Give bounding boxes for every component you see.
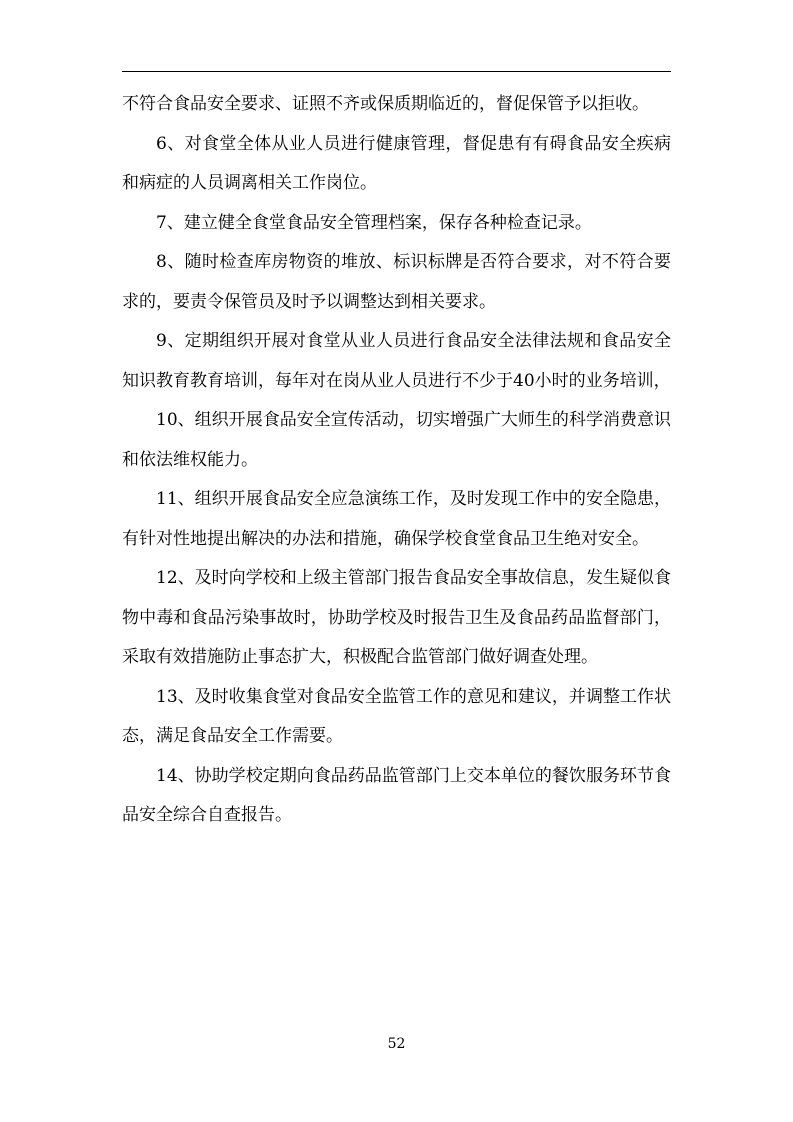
paragraph-item-8: 8、随时检查库房物资的堆放、标识标牌是否符合要求，对不符合要求的，要责令保管员及时予以调整达到相关要求。	[122, 252, 671, 312]
paragraph-item-6: 6、对食堂全体从业人员进行健康管理，督促患有有碍食品安全疾病和病症的人员调离相关工作岗位。	[122, 133, 671, 193]
header-rule	[122, 71, 671, 72]
paragraph-continuation: 不符合食品安全要求、证照不齐或保质期临近的，督促保管予以拒收。	[122, 94, 649, 114]
page-number: 52	[387, 1036, 406, 1052]
paragraph-item-9: 9、定期组织开展对食堂从业人员进行食品安全法律法规和食品安全知识教育教育培训，每年对在岗从业人员进行不少于40小时的业务培训，	[122, 331, 671, 391]
paragraph-item-7: 7、建立健全食堂食品安全管理档案，保存各种检查记录。	[156, 212, 592, 233]
paragraph-item-13: 13、及时收集食堂对食品安全监管工作的意见和建议，并调整工作状态，满足食品安全工作需要。	[122, 686, 671, 746]
paragraph-item-14: 14、协助学校定期向食品药品监管部门上交本单位的餐饮服务环节食品安全综合自查报告。	[122, 765, 671, 825]
paragraph-item-12: 12、及时向学校和上级主管部门报告食品安全事故信息，发生疑似食物中毒和食品污染事故时，协助学校及时报告卫生及食品药品监督部门，采取有效措施防止事态扩大，积极配合监管部门做好调查处理。	[122, 568, 671, 667]
paragraph-item-10: 10、组织开展食品安全宣传活动，切实增强广大师生的科学消费意识和依法维权能力。	[122, 410, 671, 470]
paragraph-item-11: 11、组织开展食品安全应急演练工作，及时发现工作中的安全隐患，有针对性地提出解决的办法和措施，确保学校食堂食品卫生绝对安全。	[122, 489, 671, 549]
document-body	[122, 85, 671, 836]
